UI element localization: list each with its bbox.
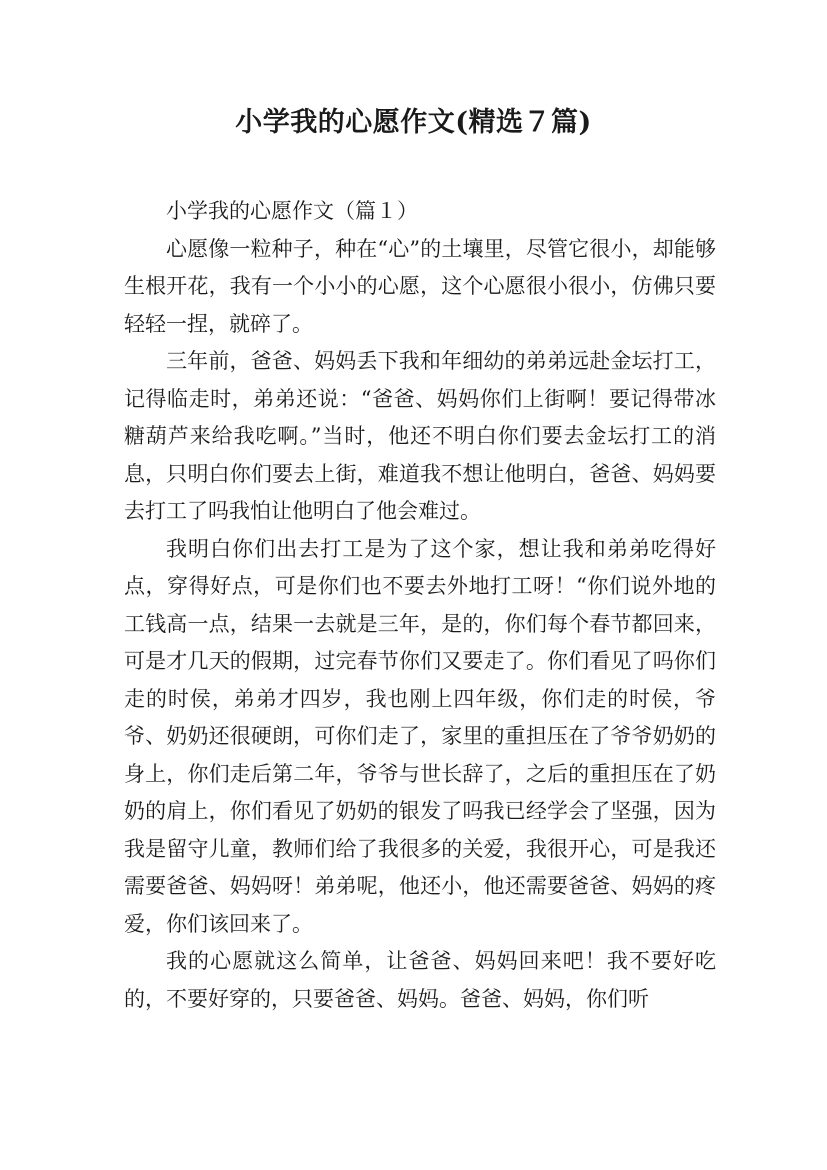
paragraph: 我的心愿就这么简单，让爸爸、妈妈回来吧！我不要好吃的，不要好穿的，只要爸爸、妈妈。爸爸、妈妈，你们听 [124,949,716,1011]
section-heading: 小学我的心愿作文（篇１） [166,199,418,223]
paragraph: 我明白你们出去打工是为了这个家，想让我和弟弟吃得好点，穿得好点，可是你们也不要去外地打工呀！“你们说外地的工钱高一点，结果一去就是三年，是的，你们每个春节都回来，可是才几天的假期，过完春节你们又要走了。你们看见了吗你们走的时侯，弟弟才四岁，我也刚上四年级，你们走的时侯，爷爷、奶奶还很硬朗，可你们走了，家里的重担压在了爷爷奶奶的身上，你们走后第二年，爷爷与世长辞了，之后的重担压在了奶奶的肩上，你们看见了奶奶的银发了吗我已经学会了坚强，因为我是留守儿童，教师们给了我很多的关爱，我很开心，可是我还需要爸爸、妈妈呀！弟弟呢，他还小，他还需要爸爸、妈妈的疼爱，你们该回来了。 [124,536,716,936]
paragraph: 三年前，爸爸、妈妈丢下我和年细幼的弟弟远赴金坛打工，记得临走时，弟弟还说：“爸爸、妈妈你们上街啊！要记得带冰糖葫芦来给我吃啊。”当时，他还不明白你们要去金坛打工的消息，只明白你们要去上街，难道我不想让他明白，爸爸、妈妈要去打工了吗我怕让他明白了他会难过。 [124,349,716,523]
document-title: 小学我的心愿作文(精选７篇) [235,107,592,138]
paragraph: 心愿像一粒种子，种在“心”的土壤里，尽管它很小，却能够生根开花，我有一个小小的心愿，这个心愿很小很小，仿佛只要轻轻一捏，就碎了。 [124,236,716,336]
document-body [124,193,716,1018]
